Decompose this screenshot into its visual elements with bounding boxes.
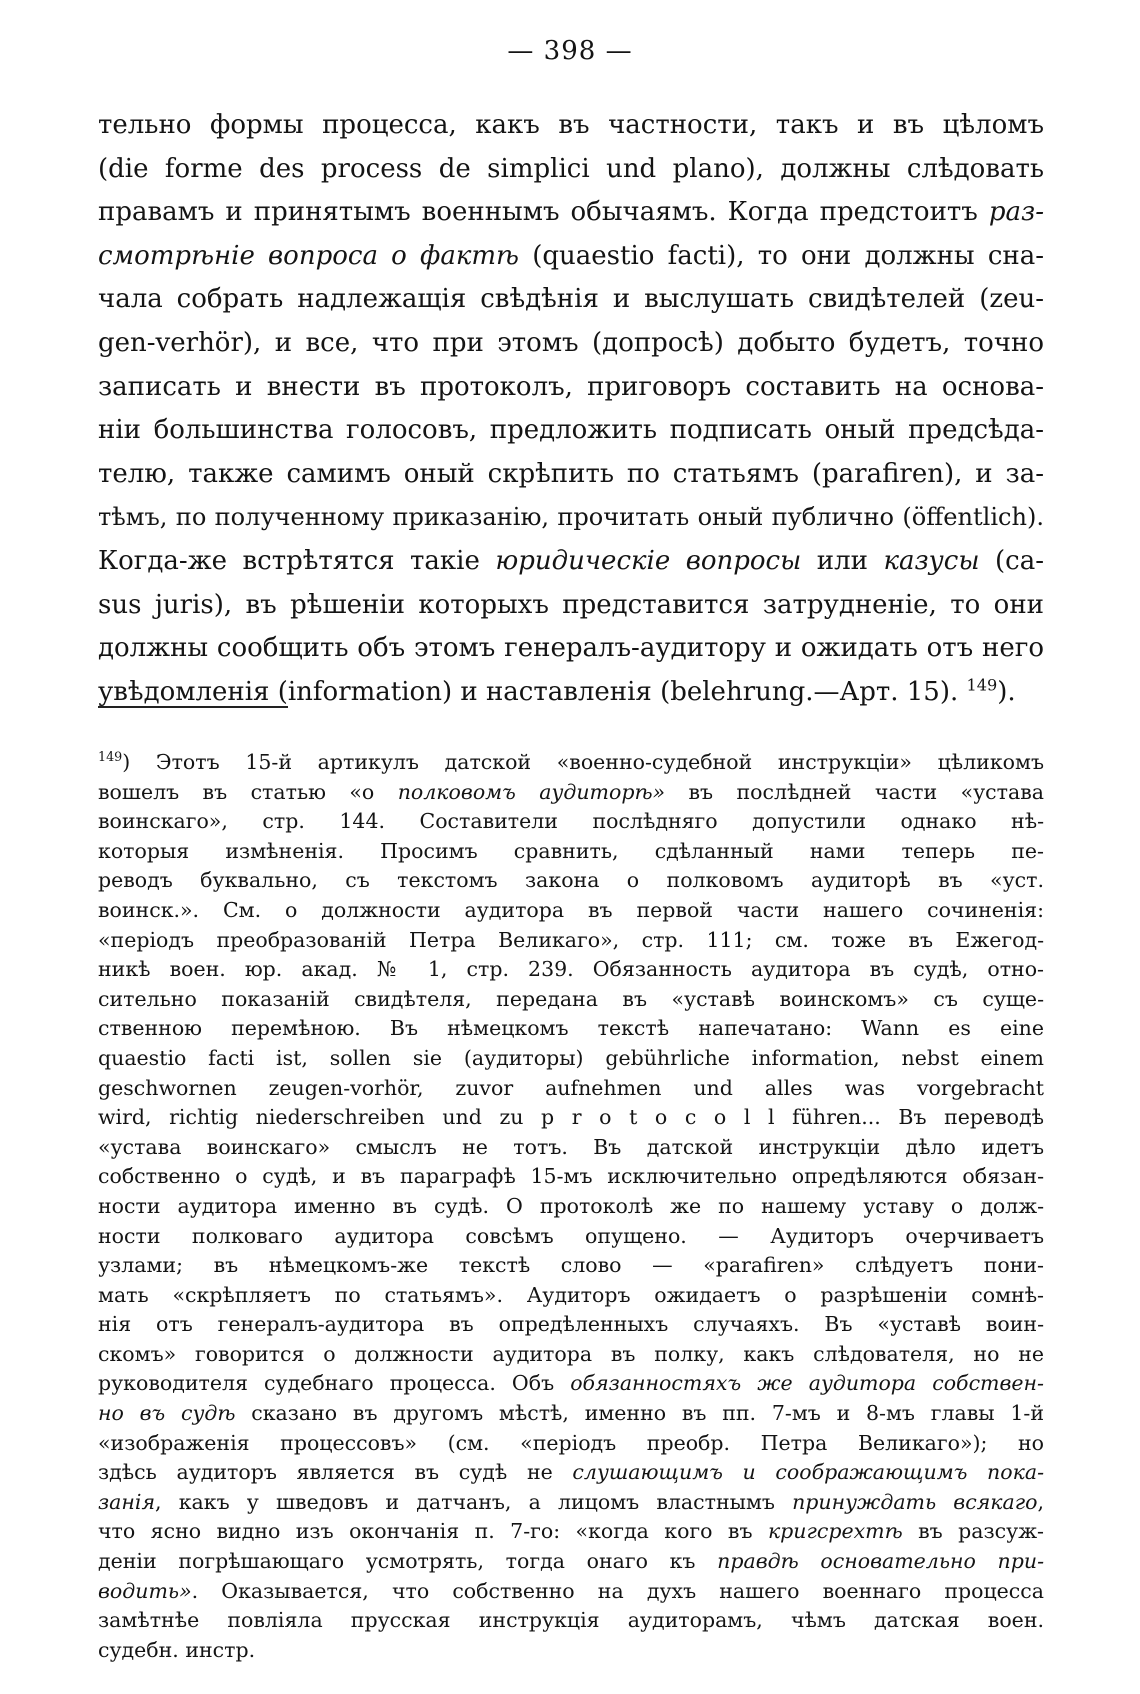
text-segment: ). xyxy=(997,676,1016,707)
italic-term: принуждать всякаго xyxy=(792,1489,1038,1514)
footnote-line: замѣтнѣе повліяла прусская инструкція аудиторамъ, чѣмъ датская воен. xyxy=(98,1608,1044,1633)
text-line xyxy=(98,191,1044,235)
footnote-line: «изображенія процессовъ» (см. «періодъ преобр. Петра Великаго»); но xyxy=(98,1430,1044,1455)
footnote-line xyxy=(98,1517,1044,1547)
text-segment: Когда-же встрѣтятся такіе xyxy=(98,545,496,576)
italic-term: раз- xyxy=(988,197,1044,228)
text-line: gen-verhör), и все, что при этомъ (допросѣ) добыто будетъ, точно xyxy=(98,327,1044,358)
text-segment: деніи погрѣшающаго усмотрять, тогда онаго къ xyxy=(98,1549,718,1574)
footnote-line xyxy=(98,1577,1044,1607)
footnote-line xyxy=(98,1399,1044,1429)
text-segment: руководителя судебнаго процесса. Объ xyxy=(98,1371,571,1396)
footnote-line: которыя измѣненія. Просимъ сравнить, сдѣланный нами теперь пе- xyxy=(98,838,1044,863)
text-segment: . Оказывается, что собственно на духъ нашего военнаго процесса xyxy=(191,1578,1044,1603)
footnote-line: сительно показаній свидѣтеля, передана въ «уставѣ воинскомъ» съ суще- xyxy=(98,986,1044,1011)
italic-term: кригсрехтѣ xyxy=(767,1519,903,1544)
footnote-line: ности аудитора именно въ судѣ. О протоколѣ же по нашему уставу о долж- xyxy=(98,1193,1044,1218)
text-segment: (quaestio facti), то они должны сна- xyxy=(519,240,1044,271)
footnote-line: собственно о судѣ, и въ параграфѣ 15-мъ исключительно опредѣляются обязан- xyxy=(98,1164,1044,1189)
footnote-divider xyxy=(98,706,288,708)
text-segment: вошелъ въ статью «о xyxy=(98,779,398,804)
footnote-line xyxy=(98,748,1044,778)
footnote-line: скомъ» говорится о должности аудитора въ полку, какъ слѣдователя, но не xyxy=(98,1341,1044,1366)
text-segment: здѣсь аудиторъ является въ судѣ не xyxy=(98,1460,573,1485)
footnote-reference: 149 xyxy=(966,675,998,695)
italic-term: правдѣ основательно при- xyxy=(717,1549,1044,1574)
footnote-line: никѣ воен. юр. акад. № 1, стр. 239. Обязанность аудитора въ судѣ, отно- xyxy=(98,957,1044,982)
text-line xyxy=(98,235,1044,279)
text-segment: , xyxy=(1037,1489,1044,1514)
italic-term: занія xyxy=(98,1489,156,1514)
footnote-line: воинск.». См. о должности аудитора въ первой части нашего сочиненія: xyxy=(98,897,1044,922)
text-segment: , какъ у шведовъ и датчанъ, а лицомъ властнымъ xyxy=(155,1489,793,1514)
footnote-line xyxy=(98,1369,1044,1399)
footnote-line: ственною перемѣною. Въ нѣмецкомъ текстѣ напечатано: Wann es eine xyxy=(98,1016,1044,1041)
footnote-line xyxy=(98,1488,1044,1518)
italic-term: слушающимъ и соображающимъ пока- xyxy=(572,1460,1044,1485)
footnote-line: мать «скрѣпляетъ по статьямъ». Аудиторъ ожидаетъ о разрѣшеніи сомнѣ- xyxy=(98,1282,1044,1307)
italic-term: юридическіе вопросы xyxy=(495,545,802,576)
page-number: — 398 — xyxy=(507,36,633,66)
italic-term: казусы xyxy=(883,545,980,576)
text-line: телю, также самимъ оный скрѣпить по статьямъ (parafiren), и за- xyxy=(98,458,1044,489)
footnote-line: реводъ буквально, съ текстомъ закона о полковомъ аудиторѣ въ «уст. xyxy=(98,868,1044,893)
footnote-marker: 149 xyxy=(98,749,123,765)
italic-term: смотрѣніе вопроса о фактѣ xyxy=(98,240,520,271)
footnote xyxy=(98,748,1044,1665)
italic-term: но въ судѣ xyxy=(98,1401,236,1426)
italic-term: полковомъ аудиторѣ» xyxy=(397,779,666,804)
footnote-line xyxy=(98,1458,1044,1488)
footnote-line: ности полковаго аудитора совсѣмъ опущено. — Аудиторъ очерчиваетъ xyxy=(98,1223,1044,1248)
text-segment: или xyxy=(801,545,884,576)
footnote-line xyxy=(98,1547,1044,1577)
text-line: чала собрать надлежащія свѣдѣнія и выслушать свидѣтелей (zeu- xyxy=(98,284,1044,315)
footnote-line: воинскаго», стр. 144. Составители послѣдняго допустили однако нѣ- xyxy=(98,809,1044,834)
footnote-line xyxy=(98,778,1044,808)
text-segment: что ясно видно изъ окончанія п. 7-го: «когда кого въ xyxy=(98,1519,768,1544)
footnote-line: geschwornen zeugen-vorhör, zuvor aufnehmen und alles was vorgebracht xyxy=(98,1075,1044,1100)
text-line: должны сообщить объ этомъ генералъ-аудитору и ожидать отъ него xyxy=(98,633,1044,664)
text-segment: сказано въ другомъ мѣстѣ, именно въ пп. 7-мъ и 8-мъ главы 1-й xyxy=(235,1401,1044,1426)
footnote-line: «періодъ преобразованій Петра Великаго», стр. 111; см. тоже въ Ежегод- xyxy=(98,927,1044,952)
text-segment: ) Этотъ 15-й артикулъ датской «военно-судебной инструкціи» цѣликомъ xyxy=(122,750,1044,774)
text-line: sus juris), въ рѣшеніи которыхъ представится затрудненіе, то они xyxy=(98,589,1044,620)
text-line: ніи большинства голосовъ, предложить подписать оный предсѣда- xyxy=(98,415,1044,446)
italic-term: обязанностяхъ же аудитора собствен- xyxy=(570,1371,1044,1396)
footnote-line: узлами; въ нѣмецкомъ-же текстѣ слово — «parafiren» слѣдуетъ пони- xyxy=(98,1253,1044,1278)
text-line: (die forme des process de simplici und plano), должны слѣдовать xyxy=(98,153,1044,184)
footnote-line: нія отъ генералъ-аудитора въ опредѣленныхъ случаяхъ. Въ «уставѣ воин- xyxy=(98,1312,1044,1337)
italic-term: водить» xyxy=(98,1578,192,1603)
text-segment: увѣдомленія (information) и наставленія (belehrung.—Арт. 15). xyxy=(98,676,959,707)
footnote-line: quaestio facti ist, sollen sie (аудиторы) gebührliche information, nebst einem xyxy=(98,1045,1044,1070)
main-paragraph xyxy=(98,104,1044,714)
footnote-line: судебн. инстр. xyxy=(98,1637,256,1662)
text-segment: въ послѣдней части «устава xyxy=(665,779,1044,804)
text-line xyxy=(98,540,1044,584)
text-segment: въ разсуж- xyxy=(902,1519,1044,1544)
text-line: тельно формы процесса, какъ въ частности, такъ и въ цѣломъ xyxy=(98,110,1044,140)
text-segment: (ca- xyxy=(979,545,1044,576)
text-segment: правамъ и принятымъ военнымъ обычаямъ. Когда предстоитъ xyxy=(98,197,989,228)
text-line: записать и внести въ протоколъ, приговоръ составить на основа- xyxy=(98,371,1044,402)
footnote-line: wird, richtig niederschreiben und zu p r o t o c o l l führen... Въ переводѣ xyxy=(98,1105,1044,1130)
footnote-line: «устава воинскаго» смыслъ не тотъ. Въ датской инструкціи дѣло идетъ xyxy=(98,1134,1044,1159)
text-line: тѣмъ, по полученному приказанію, прочитать оный публично (öffentlich). xyxy=(98,503,1044,532)
